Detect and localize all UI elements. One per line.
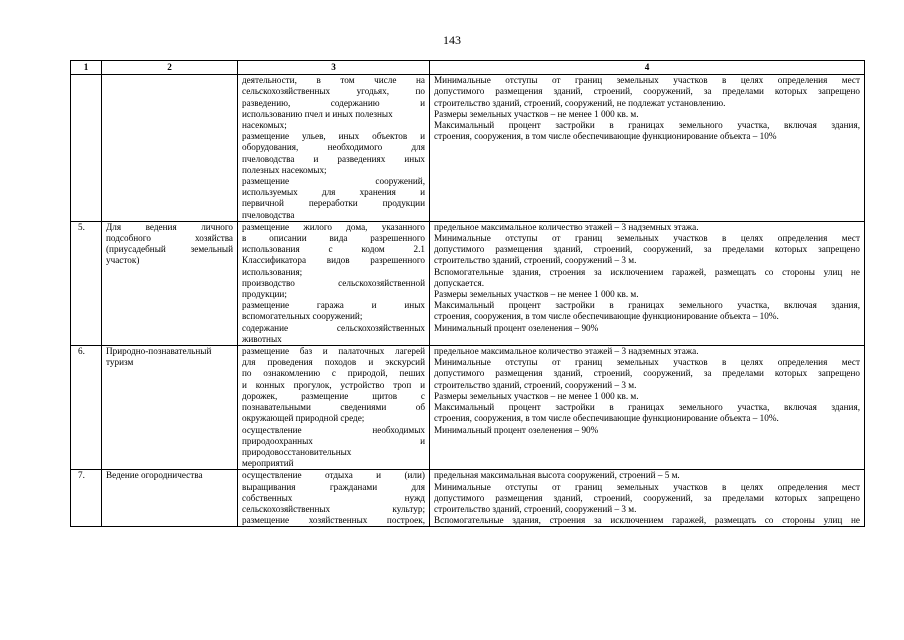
text-line: использованию пчел и иных полезных <box>242 108 393 119</box>
text-line: Минимальные отступы от границ земельных участков в целях определения мест <box>434 481 860 492</box>
table-body <box>71 75 865 527</box>
text-line: окружающей природной среде; <box>242 413 365 424</box>
text-line: познавательными сведениями об <box>242 402 425 413</box>
text-line: и конных прогулок, устройство троп и <box>242 379 425 390</box>
text-line: выращивания гражданами для <box>242 481 425 492</box>
text-line: мероприятий <box>242 458 294 469</box>
column-header-1: 1 <box>71 61 102 75</box>
text-line: Классификатора видов разрешенного <box>242 255 425 266</box>
text-line: строения, сооружения, в том числе обеспечивающие функционирование объекта – 10%. <box>434 413 779 424</box>
text-line: размещение ульев, иных объектов и <box>242 131 425 142</box>
text-line: оборудования, необходимого для <box>242 142 425 153</box>
text-line: Размеры земельных участков – не менее 1 000 кв. м. <box>434 108 639 119</box>
text-line: в описании вида разрешенного <box>242 233 425 244</box>
text-line: производство сельскохозяйственной <box>242 277 425 288</box>
text-line: Максимальный процент застройки в границах земельного участка, включая здания, <box>434 300 860 311</box>
text-line: первичной переработки продукции <box>242 198 425 209</box>
column-header-2: 2 <box>102 61 238 75</box>
text-line: природовосстановительных <box>242 446 352 457</box>
text-line: Минимальный процент озеленения – 90% <box>434 424 599 435</box>
text-line: строительство зданий, строений, сооружений – 3 м. <box>434 379 637 390</box>
text-line: (приусадебный земельный <box>106 244 233 255</box>
text-line: для проведения походов и экскурсий <box>242 357 425 368</box>
text-line: Для ведения личного <box>106 221 233 232</box>
land-use-name <box>102 221 238 345</box>
text-line: пчеловодства и разведениях иных <box>242 153 425 164</box>
text-line: Минимальные отступы от границ земельных участков в целях определения мест <box>434 357 860 368</box>
text-line: продукции; <box>242 289 287 300</box>
text-line: осуществление необходимых <box>242 424 425 435</box>
text-line: Размеры земельных участков – не менее 1 000 кв. м. <box>434 289 639 300</box>
text-line: Природно-познавательный <box>106 346 212 357</box>
text-line: предельное максимальное количество этажей – 3 надземных этажа. <box>434 221 699 232</box>
row-number: 7. <box>71 470 102 527</box>
text-line: Минимальные отступы от границ земельных участков в целях определения мест <box>434 233 860 244</box>
text-line: природоохранных и <box>242 435 425 446</box>
column-header-3: 3 <box>238 61 430 75</box>
text-line: осуществление отдыха и (или) <box>242 470 425 481</box>
zoning-regulations-table <box>70 60 865 527</box>
text-line: подсобного хозяйства <box>106 233 233 244</box>
permitted-uses-description <box>238 470 430 527</box>
text-line: размещение хозяйственных построек, <box>242 515 425 526</box>
text-line: предельное максимальное количество этажей – 3 надземных этажа. <box>434 346 699 357</box>
text-line: допустимого размещения зданий, строений, сооружений, за пределами которых запрещено <box>434 368 860 379</box>
text-line: предельная максимальная высота сооружений, строений – 5 м. <box>434 470 680 481</box>
construction-parameters <box>430 346 865 470</box>
text-line: допускается. <box>434 277 485 288</box>
land-use-name <box>102 75 238 222</box>
text-line: размещение жилого дома, указанного <box>242 221 425 232</box>
text-line: животных <box>242 333 282 344</box>
text-line: допустимого размещения зданий, строений, сооружений, за пределами которых запрещено <box>434 492 860 503</box>
land-use-name <box>102 470 238 527</box>
text-line: туризм <box>106 357 134 368</box>
text-line: Максимальный процент застройки в границах земельного участка, включая здания, <box>434 402 860 413</box>
table-header-row <box>71 61 865 75</box>
text-line: допустимого размещения зданий, строений, сооружений, за пределами которых запрещено <box>434 86 860 97</box>
text-line: полезных насекомых; <box>242 164 327 175</box>
text-line: размещение сооружений, <box>242 176 425 187</box>
construction-parameters <box>430 221 865 345</box>
column-header-4: 4 <box>430 61 865 75</box>
land-use-name <box>102 346 238 470</box>
row-number: 5. <box>71 221 102 345</box>
text-line: насекомых; <box>242 120 287 131</box>
text-line: используемых для хранения и <box>242 187 425 198</box>
text-line: участок) <box>106 255 140 266</box>
text-line: разведению, содержанию и <box>242 97 425 108</box>
text-line: размещение гаража и иных <box>242 300 425 311</box>
text-line: использования; <box>242 266 303 277</box>
table-row <box>71 221 865 345</box>
text-line: строительство зданий, строений, сооружений – 3 м. <box>434 503 637 514</box>
construction-parameters <box>430 470 865 527</box>
text-line: строительство зданий, строений, сооружений – 3 м. <box>434 255 637 266</box>
text-line: строения, сооружения, в том числе обеспечивающие функционирование объекта – 10%. <box>434 311 779 322</box>
text-line: Вспомогательные здания, строения за исключением гаражей, размещать со стороны улиц не <box>434 515 860 526</box>
table-row <box>71 75 865 222</box>
text-line: размещение баз и палаточных лагерей <box>242 346 425 357</box>
text-line: Вспомогательные здания, строения за исключением гаражей, размещать со стороны улиц не <box>434 266 860 277</box>
text-line: сельскохозяйственных культур; <box>242 503 425 514</box>
text-line: Ведение огородничества <box>106 470 203 481</box>
permitted-uses-description <box>238 346 430 470</box>
text-line: строения, сооружения, в том числе обеспечивающие функционирование объекта – 10% <box>434 131 777 142</box>
text-line: по ознакомлению с природой, пеших <box>242 368 425 379</box>
text-line: Минимальный процент озеленения – 90% <box>434 322 599 333</box>
text-line: использования с кодом 2.1 <box>242 244 425 255</box>
text-line: пчеловодства <box>242 209 295 220</box>
text-line: вспомогательных сооружений; <box>242 311 363 322</box>
permitted-uses-description <box>238 221 430 345</box>
text-line: сельскохозяйственных угодьях, по <box>242 86 425 97</box>
row-number <box>71 75 102 222</box>
table-row <box>71 470 865 527</box>
text-line: Размеры земельных участков – не менее 1 000 кв. м. <box>434 390 639 401</box>
row-number: 6. <box>71 346 102 470</box>
text-line: собственных нужд <box>242 492 425 503</box>
construction-parameters <box>430 75 865 222</box>
text-line: деятельности, в том числе на <box>242 75 425 86</box>
text-line: Минимальные отступы от границ земельных участков в целях определения мест <box>434 75 860 86</box>
text-line: Максимальный процент застройки в границах земельного участка, включая здания, <box>434 120 860 131</box>
permitted-uses-description <box>238 75 430 222</box>
text-line: содержание сельскохозяйственных <box>242 322 425 333</box>
text-line: строительство зданий, строений, сооружений, не подлежат установлению. <box>434 97 726 108</box>
table-row <box>71 346 865 470</box>
page-number: 143 <box>443 33 461 47</box>
text-line: допустимого размещения зданий, строений, сооружений, за пределами которых запрещено <box>434 244 860 255</box>
text-line: дорожек, размещение щитов с <box>242 390 425 401</box>
